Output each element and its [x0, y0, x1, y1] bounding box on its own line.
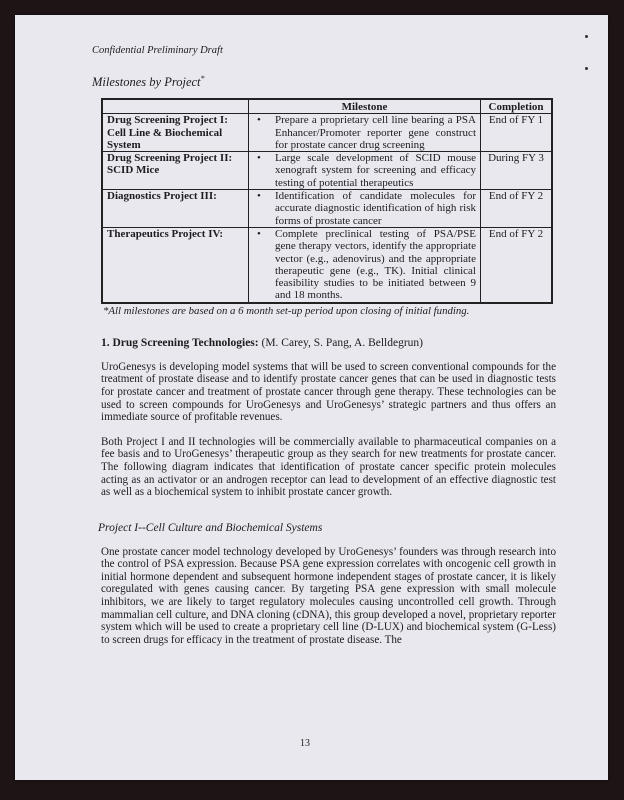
- bullet-icon: •: [257, 190, 261, 203]
- milestone-text: Identification of candidate molecules for accurate diagnostic identification of high risk forms of prostate cancer: [275, 190, 476, 227]
- table-row: [102, 152, 552, 190]
- project-cell: Drug Screening Project II: SCID Mice: [102, 152, 249, 190]
- page-number: 13: [300, 738, 310, 749]
- asterisk-mark: *: [200, 73, 205, 83]
- milestones-table: [101, 98, 553, 304]
- table-footnote: *All milestones are based on a 6 month set-up period upon closing of initial funding.: [103, 304, 470, 317]
- table-row: [102, 114, 552, 152]
- table-header-row: [102, 99, 552, 114]
- section-authors: (M. Carey, S. Pang, A. Belldegrun): [261, 336, 423, 349]
- speck-mark: [585, 35, 588, 38]
- project-cell: Diagnostics Project III:: [102, 190, 249, 228]
- paragraph: One prostate cancer model technology developed by UroGenesys’ founders was through research into the control of PSA expression. Because PSA gene expression correlates with oncogenic cell growth in initial hormone dependent and subsequent hormone independent stages of prostate cancer, it is likely coregulated with genes causing cancer. By targeting PSA gene expression with small molecule inhibitors, we are likely to target regulatory molecules causing uncontrolled cell growth. Through mammalian cell culture, and DNA cloning (cDNA), this group developed a novel, proprietary reporter system which will be used to create a proprietary cell line (D-LUX) and biochemical system (G-Less) to screen drugs for efficacy in the treatment of prostate disease. The: [101, 545, 556, 646]
- bullet-icon: •: [257, 227, 261, 240]
- milestones-title: [92, 75, 556, 90]
- milestone-cell: [249, 152, 481, 190]
- bullet-icon: •: [257, 114, 261, 127]
- table-row: [102, 190, 552, 228]
- paragraph: UroGenesys is developing model systems that will be used to screen conventional compounds for the treatment of prostate disease and to identify prostate cancer genes that can be used in diagnostic tests for prostate cancer and treatment of prostate cancer through gene therapy. These technologies can be used to screen compounds for UroGenesys and UroGenesys’ strategic partners and thus offers an immediate source of profitable revenues.: [101, 360, 556, 424]
- milestones-title-text: Milestones by Project: [92, 75, 201, 89]
- completion-cell: End of FY 2: [481, 227, 553, 302]
- milestone-cell: [249, 227, 481, 302]
- table-row: [102, 227, 552, 302]
- column-header-project: [102, 99, 249, 114]
- completion-cell: During FY 3: [481, 152, 553, 190]
- completion-cell: End of FY 1: [481, 114, 553, 152]
- subsection-heading: Project I--Cell Culture and Biochemical Systems: [98, 521, 323, 534]
- milestone-text: Large scale development of SCID mouse xenograft system for screening and efficacy testing of potential therapeutics: [275, 152, 476, 189]
- section-heading-title: 1. Drug Screening Technologies:: [101, 336, 259, 349]
- bullet-icon: •: [257, 152, 261, 165]
- completion-cell: End of FY 2: [481, 190, 553, 228]
- column-header-milestone: Milestone: [249, 99, 481, 114]
- section-heading: [101, 336, 556, 350]
- speck-mark: [585, 67, 588, 70]
- project-cell: Therapeutics Project IV:: [102, 227, 249, 302]
- milestone-cell: [249, 114, 481, 152]
- paragraph: Both Project I and II technologies will be commercially available to pharmaceutical companies on a fee basis and to UroGenesys’ therapeutic group as they search for new treatments for prostate cancer. The following diagram indicates that identification of prostate cancer specific protein molecules acting as an activator or an androgen receptor can lead to development of an effective diagnostic test as well as a biochemical system to inhibit prostate cancer growth.: [101, 435, 556, 499]
- milestone-text: Prepare a proprietary cell line bearing a PSA Enhancer/Promoter reporter gene construct for prostate cancer drug screening: [275, 114, 476, 151]
- project-cell: Drug Screening Project I: Cell Line & Biochemical System: [102, 114, 249, 152]
- milestone-text: Complete preclinical testing of PSA/PSE gene therapy vectors, identify the appropriate vector (e.g., adenovirus) and the appropriate therapeutic gene (e.g., TK). Initial clinical feasibility studies to be initiated between 9 and 18 months.: [275, 227, 476, 302]
- page-content: [92, 44, 556, 646]
- column-header-completion: Completion: [481, 99, 553, 114]
- confidential-header: Confidential Preliminary Draft: [92, 45, 223, 56]
- milestone-cell: [249, 190, 481, 228]
